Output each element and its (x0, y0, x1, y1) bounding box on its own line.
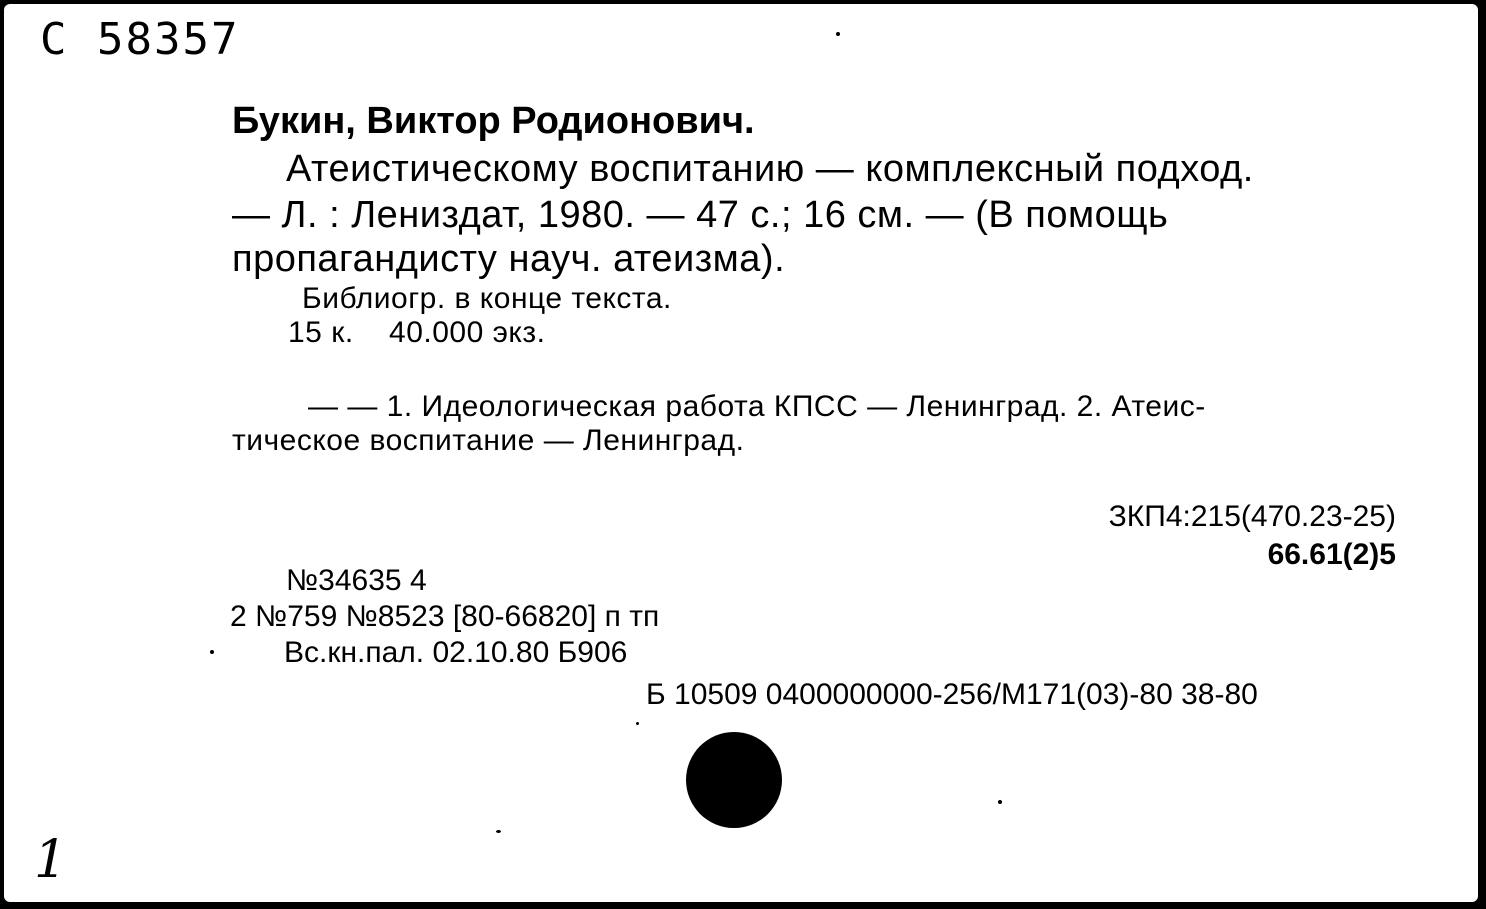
subjects-line-1: — — 1. Идеологическая работа КПСС — Ленинград. 2. Атеис- (308, 390, 1206, 423)
speck (496, 830, 501, 833)
bibliography-note: Библиогр. в конце текста. (302, 282, 672, 315)
subjects-line-2: тическое воспитание — Ленинград. (232, 424, 745, 457)
classification-code-1: ЗКП4:215(470.23-25) (1108, 500, 1396, 533)
catalog-card (4, 4, 1478, 902)
title-line-2: — Л. : Лениздат, 1980. — 47 с.; 16 см. — (В помощь (232, 194, 1169, 236)
record-index: Б 10509 0400000000-256/М171(03)-80 38-80 (646, 678, 1258, 711)
classification-code-2: 66.61(2)5 (1267, 538, 1396, 571)
record-chamber: Вс.кн.пал. 02.10.80 Б906 (284, 636, 628, 669)
title-line-3: пропагандисту науч. атеизма). (232, 238, 786, 280)
speck (998, 800, 1002, 804)
speck (636, 722, 639, 725)
speck (210, 650, 214, 654)
speck (836, 32, 840, 36)
record-registry: 2 №759 №8523 [80-66820] п тп (230, 600, 660, 633)
author-heading: Букин, Виктор Родионович. (232, 100, 755, 142)
title-line-1: Атеистическому воспитанию — комплексный подход. (286, 148, 1254, 190)
punch-hole (686, 732, 782, 828)
record-number: №34635 4 (286, 564, 427, 597)
handwritten-mark: 1 (34, 830, 68, 890)
price-print-run: 15 к. 40.000 экз. (288, 316, 546, 349)
call-number: С 58357 (40, 14, 240, 65)
